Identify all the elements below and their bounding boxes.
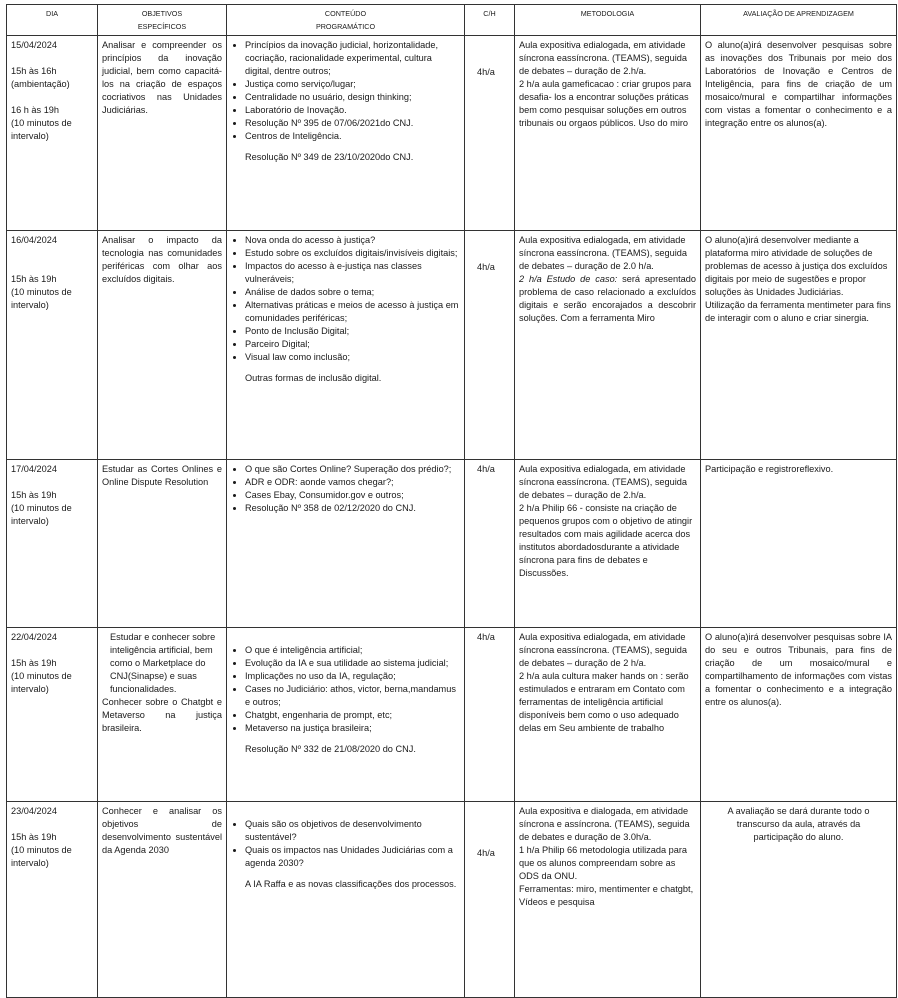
list-item: • Princípios da inovação judicial, horizontalidade, cocriação, racionalidade experimental, cultura digital, dentre outros; xyxy=(245,39,460,78)
ch-cell: 4h/a xyxy=(465,802,515,998)
header-conteudo: CONTEÚDO PROGRAMÁTICO xyxy=(227,5,465,36)
content-list xyxy=(231,39,460,143)
objective-cell xyxy=(98,628,227,802)
evaluation-cell: O aluno(a)irá desenvolver pesquisas sobre as inovações dos Tribunais por meio dos Laboratórios de Inovação e Centros de Inteligência, para fins de criação de um mosaico/mural e compartilhar informações com vistas a fomentar o conhecimento e a integração entre os alunos(a). xyxy=(701,36,897,231)
method-text: Aula expositiva edialogada, em atividade síncrona eassíncrona. (TEAMS), seguida de debates – duração de 2.h/a. xyxy=(519,40,688,76)
ch-cell: 4h/a xyxy=(465,460,515,628)
time-text: 16 h às 19h xyxy=(11,105,60,115)
list-item: • Cases no Judiciário: athos, victor, berna,mandamus e outros; xyxy=(245,683,460,709)
list-item: • Impactos do acesso à e-justiça nas classes vulneráveis; xyxy=(245,260,460,286)
list-item: • Metaverso na justiça brasileira; xyxy=(245,722,460,735)
objective-cell: Conhecer e analisar os objetivos de desenvolvimento sustentável da Agenda 2030 xyxy=(98,802,227,998)
ch-cell: 4h/a xyxy=(465,628,515,802)
date-text: 16/04/2024 xyxy=(11,235,57,245)
evaluation-cell: O aluno(a)irá desenvolver pesquisas sobre IA do seu e outros Tribunais, para fins de criação de um mosaico/mural e compartilhamento de informações com vistas a fomentar o conhecimento e a integração entre os alunos(a). xyxy=(701,628,897,802)
list-item: • Centros de Inteligência. xyxy=(245,130,460,143)
day-cell xyxy=(7,460,98,628)
list-item: • Visual law como inclusão; xyxy=(245,351,460,364)
method-text: 2 h/a aula cultura maker hands on : serão estimulados e entraram em Contato com ferramentas de inteligência artificial disponíveis bem como o uso adequado delas em Seu ambiente de trabalho xyxy=(519,671,689,733)
list-item: • Estudo sobre os excluídos digitais/invisíveis digitais; xyxy=(245,247,460,260)
evaluation-cell: A avaliação se dará durante todo o transcurso da aula, através da participação do aluno. xyxy=(701,802,897,998)
time-note: (10 minutos de xyxy=(11,503,72,513)
time-text: 15h às 19h xyxy=(11,274,57,284)
time-note: intervalo) xyxy=(11,684,49,694)
list-item: • Laboratório de Inovação. xyxy=(245,104,460,117)
method-text: 2 h/a Philip 66 - consiste na criação de pequenos grupos com o objetivo de atingir resultados com mais agilidade acerca dos institutos abordadosdurante a atividade síncrona para fins de debates e Discussões. xyxy=(519,503,693,578)
day-cell xyxy=(7,628,98,802)
content-cell xyxy=(227,628,465,802)
table-row xyxy=(7,460,897,628)
course-schedule-table xyxy=(6,4,897,998)
header-dia: DIA xyxy=(7,5,98,36)
method-text: 2 h/a Estudo de caso: será apresentado problema de caso relacionado a excluídos digitais e serão encorajados a descobrir soluções. Com a ferramenta Miro xyxy=(519,274,697,323)
list-item: • Implicações no uso da IA, regulação; xyxy=(245,670,460,683)
time-note: (10 minutos de xyxy=(11,118,72,128)
table-row xyxy=(7,628,897,802)
method-cell xyxy=(515,460,701,628)
list-item: • Parceiro Digital; xyxy=(245,338,460,351)
evaluation-text: O aluno(a)irá desenvolver mediante a plataforma miro atividade de soluções de problemas de acesso à justiça dos excluídos digitais por meio de sugestões e propor soluções às Unidades Judiciárias. xyxy=(705,235,888,297)
table-row xyxy=(7,36,897,231)
method-cell xyxy=(515,628,701,802)
content-cell xyxy=(227,802,465,998)
content-note: Outras formas de inclusão digital. xyxy=(245,373,382,383)
list-item: • Evolução da IA e sua utilidade ao sistema judicial; xyxy=(245,657,460,670)
objective-cell: Analisar o impacto da tecnologia nas comunidades periféricas com olhar aos excluídos digitais. xyxy=(98,231,227,460)
content-note: Resolução Nº 349 de 23/10/2020do CNJ. xyxy=(245,152,414,162)
content-list xyxy=(231,463,460,515)
time-note: (10 minutos de xyxy=(11,287,72,297)
method-text: 1 h/a Philip 66 metodologia utilizada para que os alunos compreendam sobre as ODS da ONU. xyxy=(519,845,688,881)
time-note: (10 minutos de xyxy=(11,845,72,855)
ch-cell: 4h/a xyxy=(465,231,515,460)
list-item: • Cases Ebay, Consumidor.gov e outros; xyxy=(245,489,460,502)
table-row xyxy=(7,802,897,998)
evaluation-cell: Participação e registroreflexivo. xyxy=(701,460,897,628)
method-cell xyxy=(515,802,701,998)
method-text: Ferramentas: miro, mentimenter e chatgbt, Vídeos e pesquisa xyxy=(519,884,694,907)
method-italic: 2 h/a Estudo de caso: xyxy=(519,274,618,284)
content-list xyxy=(231,644,460,735)
method-text: Aula expositiva edialogada, em atividade síncrona eassíncrona. (TEAMS), seguida de debates – duração de 2 h/a. xyxy=(519,632,688,668)
method-text: Aula expositiva edialogada, em atividade síncrona eassíncrona. (TEAMS), seguida de debates – duração de 2.0 h/a. xyxy=(519,235,688,271)
content-cell xyxy=(227,460,465,628)
method-cell xyxy=(515,231,701,460)
time-text: 15h às 19h xyxy=(11,658,57,668)
list-item: • Ponto de Inclusão Digital; xyxy=(245,325,460,338)
date-text: 15/04/2024 xyxy=(11,40,57,50)
list-item: • Chatgbt, engenharia de prompt, etc; xyxy=(245,709,460,722)
list-item: • Alternativas práticas e meios de acesso à justiça em comunidades periféricas; xyxy=(245,299,460,325)
list-item: • Resolução Nº 395 de 07/06/2021do CNJ. xyxy=(245,117,460,130)
objective-text: Conhecer sobre o Chatgbt e Metaverso na justiça brasileira. xyxy=(102,697,222,733)
header-metodologia: METODOLOGIA xyxy=(515,5,701,36)
content-cell xyxy=(227,231,465,460)
list-item: • Resolução Nº 358 de 02/12/2020 do CNJ. xyxy=(245,502,460,515)
content-note: A IA Raffa e as novas classificações dos processos. xyxy=(245,879,457,889)
time-note: (10 minutos de xyxy=(11,671,72,681)
content-list xyxy=(231,234,460,364)
method-cell xyxy=(515,36,701,231)
time-note: intervalo) xyxy=(11,858,49,868)
time-note: (ambientação) xyxy=(11,79,70,89)
day-cell xyxy=(7,231,98,460)
list-item: • ADR e ODR: aonde vamos chegar?; xyxy=(245,476,460,489)
time-text: 15h às 19h xyxy=(11,832,57,842)
list-item: • O que é inteligência artificial; xyxy=(245,644,460,657)
ch-cell: 4h/a xyxy=(465,36,515,231)
objective-cell: Estudar as Cortes Onlines e Online Dispute Resolution xyxy=(98,460,227,628)
header-ch: C/H xyxy=(465,5,515,36)
list-item: • Quais os impactos nas Unidades Judiciárias com a agenda 2030? xyxy=(245,844,460,870)
list-item: • Centralidade no usuário, design thinking; xyxy=(245,91,460,104)
content-cell xyxy=(227,36,465,231)
header-row xyxy=(7,5,897,36)
content-note: Resolução Nº 332 de 21/08/2020 do CNJ. xyxy=(245,744,416,754)
content-list xyxy=(231,818,460,870)
header-objetivos: OBJETIVOS ESPECÍFICOS xyxy=(98,5,227,36)
table-row xyxy=(7,231,897,460)
time-note: intervalo) xyxy=(11,516,49,526)
time-text: 15h às 19h xyxy=(11,490,57,500)
method-text: Aula expositiva e dialogada, em atividade síncrona e assíncrona. (TEAMS), seguida de debates e duração de 3.0h/a. xyxy=(519,806,690,842)
date-text: 22/04/2024 xyxy=(11,632,57,642)
day-cell xyxy=(7,802,98,998)
list-item: • Análise de dados sobre o tema; xyxy=(245,286,460,299)
objective-cell: Analisar e compreender os princípios da inovação judicial, bem como capacitá-los na criação de espaços cocriativos nas Unidades Judiciárias. xyxy=(98,36,227,231)
list-item: • Justiça como serviço/lugar; xyxy=(245,78,460,91)
header-avaliacao: AVALIAÇÃO DE APRENDIZAGEM xyxy=(701,5,897,36)
evaluation-cell xyxy=(701,231,897,460)
list-item: • O que são Cortes Online? Superação dos prédio?; xyxy=(245,463,460,476)
time-note: intervalo) xyxy=(11,300,49,310)
list-item: • Nova onda do acesso à justiça? xyxy=(245,234,460,247)
time-note: intervalo) xyxy=(11,131,49,141)
time-text: 15h às 16h xyxy=(11,66,57,76)
date-text: 23/04/2024 xyxy=(11,806,57,816)
method-text: 2 h/a aula gameficacao : criar grupos para desafia- los a encontrar soluções práticas bem como pesquisar soluções em outros tribunais ou orgaos públicos. Uso do miro xyxy=(519,79,692,128)
method-text: Aula expositiva edialogada, em atividade síncrona eassíncrona. (TEAMS), seguida de debates – duração de 2.h/a. xyxy=(519,464,688,500)
evaluation-text: Utilização da ferramenta mentimeter para fins de interagir com o aluno e criar sinergia. xyxy=(705,300,891,323)
list-item: • Quais são os objetivos de desenvolvimento sustentável? xyxy=(245,818,460,844)
objective-text: Estudar e conhecer sobre inteligência artificial, bem como o Marketplace do CNJ(Sinapse) e suas funcionalidades. xyxy=(110,632,216,694)
date-text: 17/04/2024 xyxy=(11,464,57,474)
day-cell xyxy=(7,36,98,231)
